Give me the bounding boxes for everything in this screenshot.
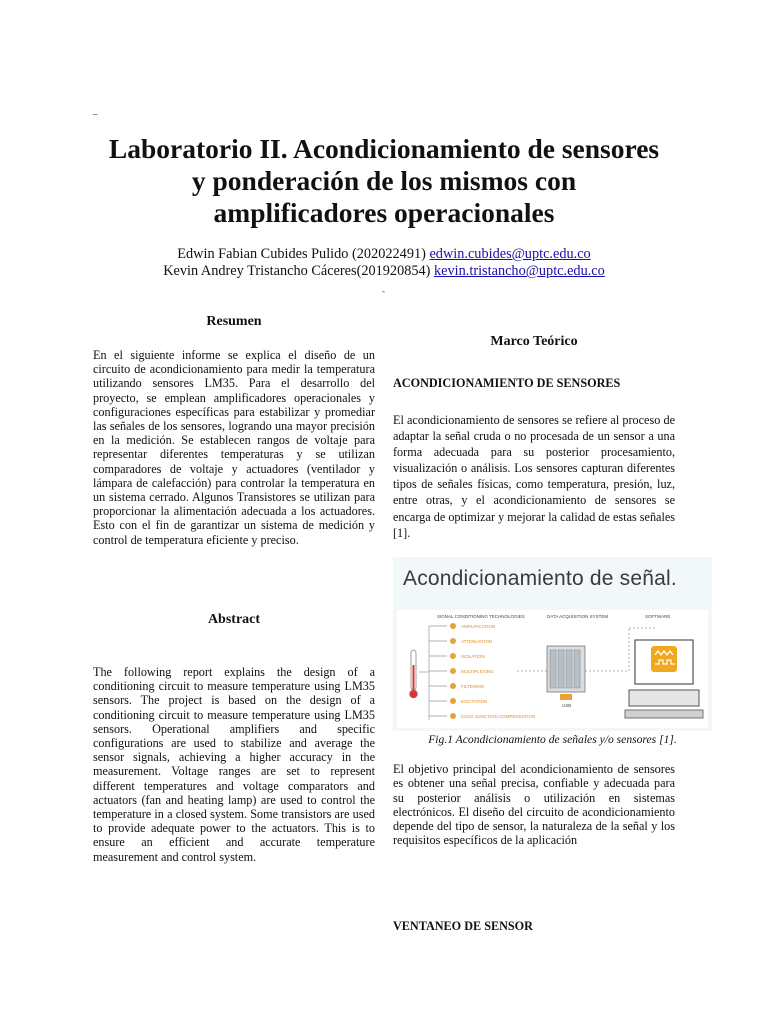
figure-diagram-panel	[397, 610, 708, 728]
paper-title	[60, 133, 708, 229]
fig-header-daq: DATA ACQUISITION SYSTEM	[547, 614, 609, 619]
figure-caption: Fig.1 Acondicionamiento de señales y/o sensores [1].	[428, 733, 677, 746]
section-heading-acondicionamiento: ACONDICIONAMIENTO DE SENSORES	[393, 376, 621, 390]
fig-item-isolation: ISOLATION	[461, 654, 485, 659]
computer-monitor-icon	[625, 640, 703, 718]
author-email-link-1[interactable]: edwin.cubides@uptc.edu.co	[429, 246, 591, 262]
marco-paragraph-1: El acondicionamiento de sensores se refiere al proceso de adaptar la señal cruda o no procesada de un sensor a una forma adecuada para su posterior procesamiento, visualización o análisis. Los sensores capturan diferentes tipos de señales físicas, como temperatura, presión, luz, entre otras, y el acondicionamiento de sensores se encarga de optimizar y mejorar la calidad de estas señales [1].	[393, 413, 675, 540]
abstract-heading: Abstract	[207, 612, 261, 627]
fig-item-multiplexing: MULTIPLEXING	[461, 669, 494, 674]
mid-marker: -	[382, 286, 385, 296]
fig-item-attenuation: ATTENUATION	[461, 639, 493, 644]
section-heading-ventaneo: VENTANEO DE SENSOR	[393, 919, 533, 933]
fig-header-technologies: SIGNAL CONDITIONING TECHNOLOGIES	[437, 614, 525, 619]
fig-item-filtering: FILTERING	[461, 684, 485, 689]
author-line-1	[60, 246, 708, 263]
author-email-link-2[interactable]: kevin.tristancho@uptc.edu.co	[434, 263, 605, 279]
fig-item-cold-junction: COLD-JUNCTION COMPENSATION	[461, 714, 536, 719]
author-line-2	[60, 263, 708, 280]
author-name-1: Edwin Fabian Cubides Pulido (202022491)	[177, 246, 430, 262]
title-line-2: y ponderación de los mismos con	[191, 165, 577, 196]
marco-paragraph-2: El objetivo principal del acondicionamiento de sensores es obtener una señal precisa, confiable y adecuada para su posterior análisis o utilización en sistemas electrónicos. El diseño del circuito de acondicionamiento depende del tipo de sensor, la naturaleza de la señal y los requisitos específicos de la aplicación	[393, 762, 675, 848]
figure-signal-conditioning	[393, 557, 712, 731]
resumen-text: En el siguiente informe se explica el diseño de un circuito de acondicionamiento para medir la temperatura utilizando sensores LM35. Para el desarrollo del proyecto, se emplean amplificadores operacionales y configuraciones específicas para estabilizar y promediar las señales de los sensores, logrando una mayor precisión en la medición. Se establecen rangos de voltaje para representar diferentes temperaturas y se utilizan comparadores de voltaje y actuadores (ventilador y lámpara de calefacción) para controlar la temperatura en un sistema cerrado. Algunos Transistores se utilizan para proporcionar la alimentación adecuada a los actuadores. Esto con el fin de garantizar un sistema de medición y control de temperatura eficiente y preciso.	[93, 348, 375, 547]
abstract-text: The following report explains the design of a conditioning circuit to measure temperature using LM35 sensors. The project is based on the design of a conditioning circuit to measure temperature using LM35 sensors. Operational amplifiers and specific configurations are used to stabilize and average the sensor signals, achieving a higher accuracy in the measurement. Voltage ranges are set to represent different temperatures and voltage comparators and actuators (fan and heating lamp) are used to control the temperature in a closed system. Some transistors are used to provide adequate power to the actuators. This is to ensure an efficient and accurate temperature measurement and control system.	[93, 665, 375, 864]
resumen-heading: Resumen	[206, 314, 262, 329]
figure-title: Acondicionamiento de señal.	[403, 567, 677, 590]
fig-usb-label: USB	[562, 703, 572, 708]
fig-item-excitation: EXCITATION	[461, 699, 488, 704]
author-name-2: Kevin Andrey Tristancho Cáceres(201920854)	[163, 263, 435, 279]
title-line-3: amplificadores operacionales	[213, 197, 555, 228]
signal-conditioning-diagram	[397, 610, 708, 728]
top-marker: _	[93, 106, 98, 116]
title-line-1: Laboratorio II. Acondicionamiento de sensores	[108, 133, 660, 164]
fig-item-amplification: AMPLIFICATION	[461, 624, 496, 629]
daq-chassis-icon	[547, 646, 585, 700]
fig-header-software: SOFTWARE	[645, 614, 671, 619]
thermometer-icon	[410, 650, 418, 698]
author-block	[60, 246, 708, 280]
marco-teorico-heading: Marco Teórico	[490, 334, 578, 349]
